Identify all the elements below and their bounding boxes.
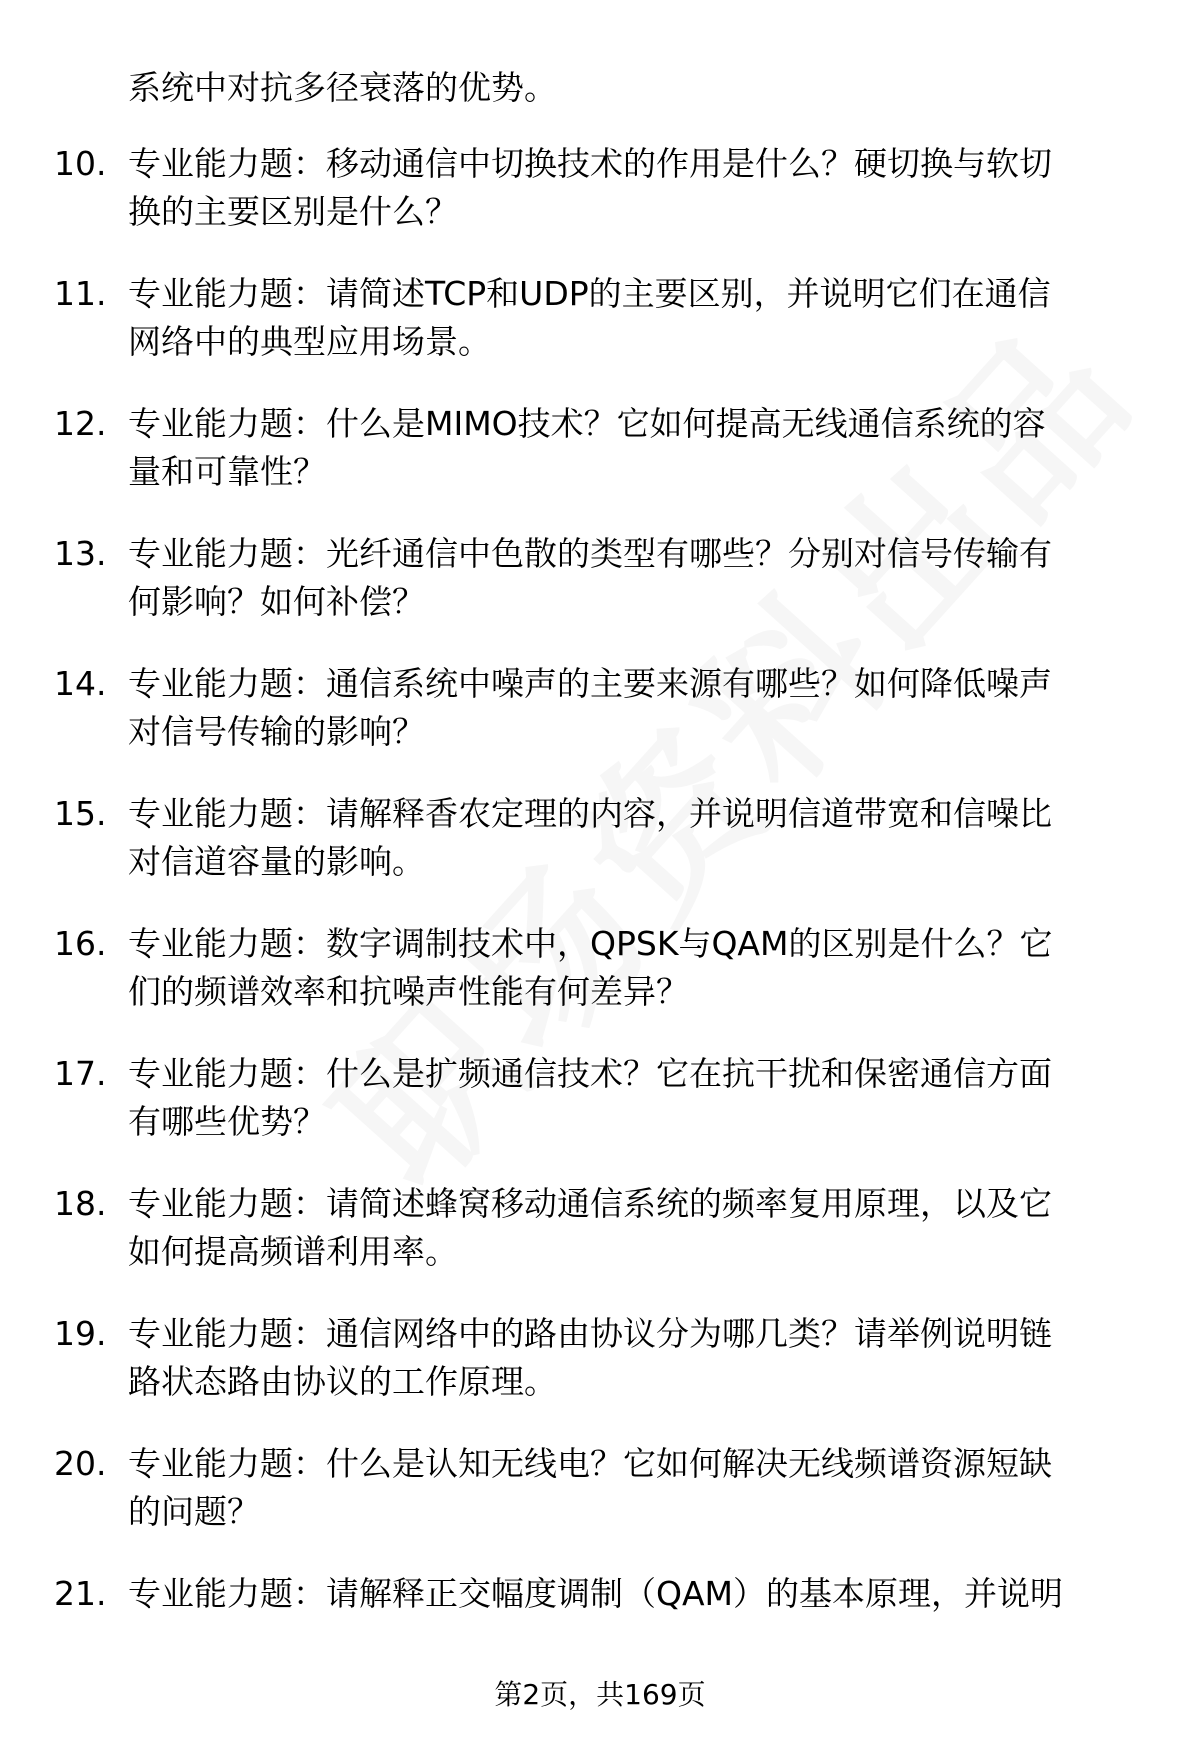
- question-line: 网络中的典型应用场景。: [128, 322, 491, 361]
- question-number: 18.: [54, 1184, 107, 1223]
- question-number: 15.: [54, 794, 107, 833]
- question-text: [128, 140, 1148, 236]
- question-number: 12.: [54, 404, 107, 443]
- question-line: 何影响？如何补偿？: [128, 582, 425, 621]
- question-line: 专业能力题：什么是MIMO技术？它如何提高无线通信系统的容: [128, 404, 1046, 443]
- question-line: 有哪些优势？: [128, 1102, 326, 1141]
- question-line: 专业能力题：通信网络中的路由协议分为哪几类？请举例说明链: [128, 1314, 1052, 1353]
- question-line: 专业能力题：通信系统中噪声的主要来源有哪些？如何降低噪声: [128, 664, 1052, 703]
- question-item: [0, 790, 1200, 920]
- question-text: [128, 790, 1148, 886]
- question-item: [0, 530, 1200, 660]
- question-item: [0, 660, 1200, 790]
- question-line: 的问题？: [128, 1492, 260, 1531]
- question-item: [0, 140, 1200, 270]
- question-line: 路状态路由协议的工作原理。: [128, 1362, 557, 1401]
- question-text: [128, 920, 1148, 1016]
- question-line: 们的频谱效率和抗噪声性能有何差异？: [128, 972, 689, 1011]
- question-line: 换的主要区别是什么？: [128, 192, 458, 231]
- question-line: 如何提高频谱利用率。: [128, 1232, 458, 1271]
- question-number: 17.: [54, 1054, 107, 1093]
- question-text: [128, 1180, 1148, 1276]
- question-text: [128, 1440, 1148, 1536]
- question-number: 10.: [54, 144, 107, 183]
- question-text: [128, 1570, 1148, 1618]
- question-list: [0, 140, 1200, 1700]
- question-line: 专业能力题：什么是认知无线电？它如何解决无线频谱资源短缺: [128, 1444, 1052, 1483]
- question-line: 专业能力题：数字调制技术中，QPSK与QAM的区别是什么？它: [128, 924, 1053, 963]
- question-text: [128, 660, 1148, 756]
- question-line: 量和可靠性？: [128, 452, 326, 491]
- question-item: [0, 1180, 1200, 1310]
- question-item: [0, 1310, 1200, 1440]
- question-number: 21.: [54, 1574, 107, 1613]
- question-item: [0, 1050, 1200, 1180]
- question-text: [128, 1050, 1148, 1146]
- question-line: 专业能力题：光纤通信中色散的类型有哪些？分别对信号传输有: [128, 534, 1052, 573]
- question-item: [0, 1440, 1200, 1570]
- question-number: 19.: [54, 1314, 107, 1353]
- question-text: [128, 530, 1148, 626]
- question-line: 对信道容量的影响。: [128, 842, 425, 881]
- question-item: [0, 400, 1200, 530]
- question-text: [128, 400, 1148, 496]
- question-line: 专业能力题：移动通信中切换技术的作用是什么？硬切换与软切: [128, 144, 1052, 183]
- question-line: 专业能力题：请解释香农定理的内容，并说明信道带宽和信噪比: [128, 794, 1052, 833]
- question-text: [128, 1310, 1148, 1406]
- question-line: 专业能力题：请简述TCP和UDP的主要区别，并说明它们在通信: [128, 274, 1051, 313]
- question-text: [128, 270, 1148, 366]
- question-number: 16.: [54, 924, 107, 963]
- question-number: 20.: [54, 1444, 107, 1483]
- question-line: 专业能力题：什么是扩频通信技术？它在抗干扰和保密通信方面: [128, 1054, 1052, 1093]
- question-number: 14.: [54, 664, 107, 703]
- page-footer: 第2页，共169页: [494, 1678, 706, 1711]
- question-line: 对信号传输的影响？: [128, 712, 425, 751]
- continuation-text: 系统中对抗多径衰落的优势。: [128, 68, 557, 107]
- question-number: 13.: [54, 534, 107, 573]
- question-line: 专业能力题：请简述蜂窝移动通信系统的频率复用原理，以及它: [128, 1184, 1052, 1223]
- question-number: 11.: [54, 274, 107, 313]
- question-item: [0, 920, 1200, 1050]
- question-item: [0, 270, 1200, 400]
- question-line: 专业能力题：请解释正交幅度调制（QAM）的基本原理，并说明: [128, 1574, 1064, 1613]
